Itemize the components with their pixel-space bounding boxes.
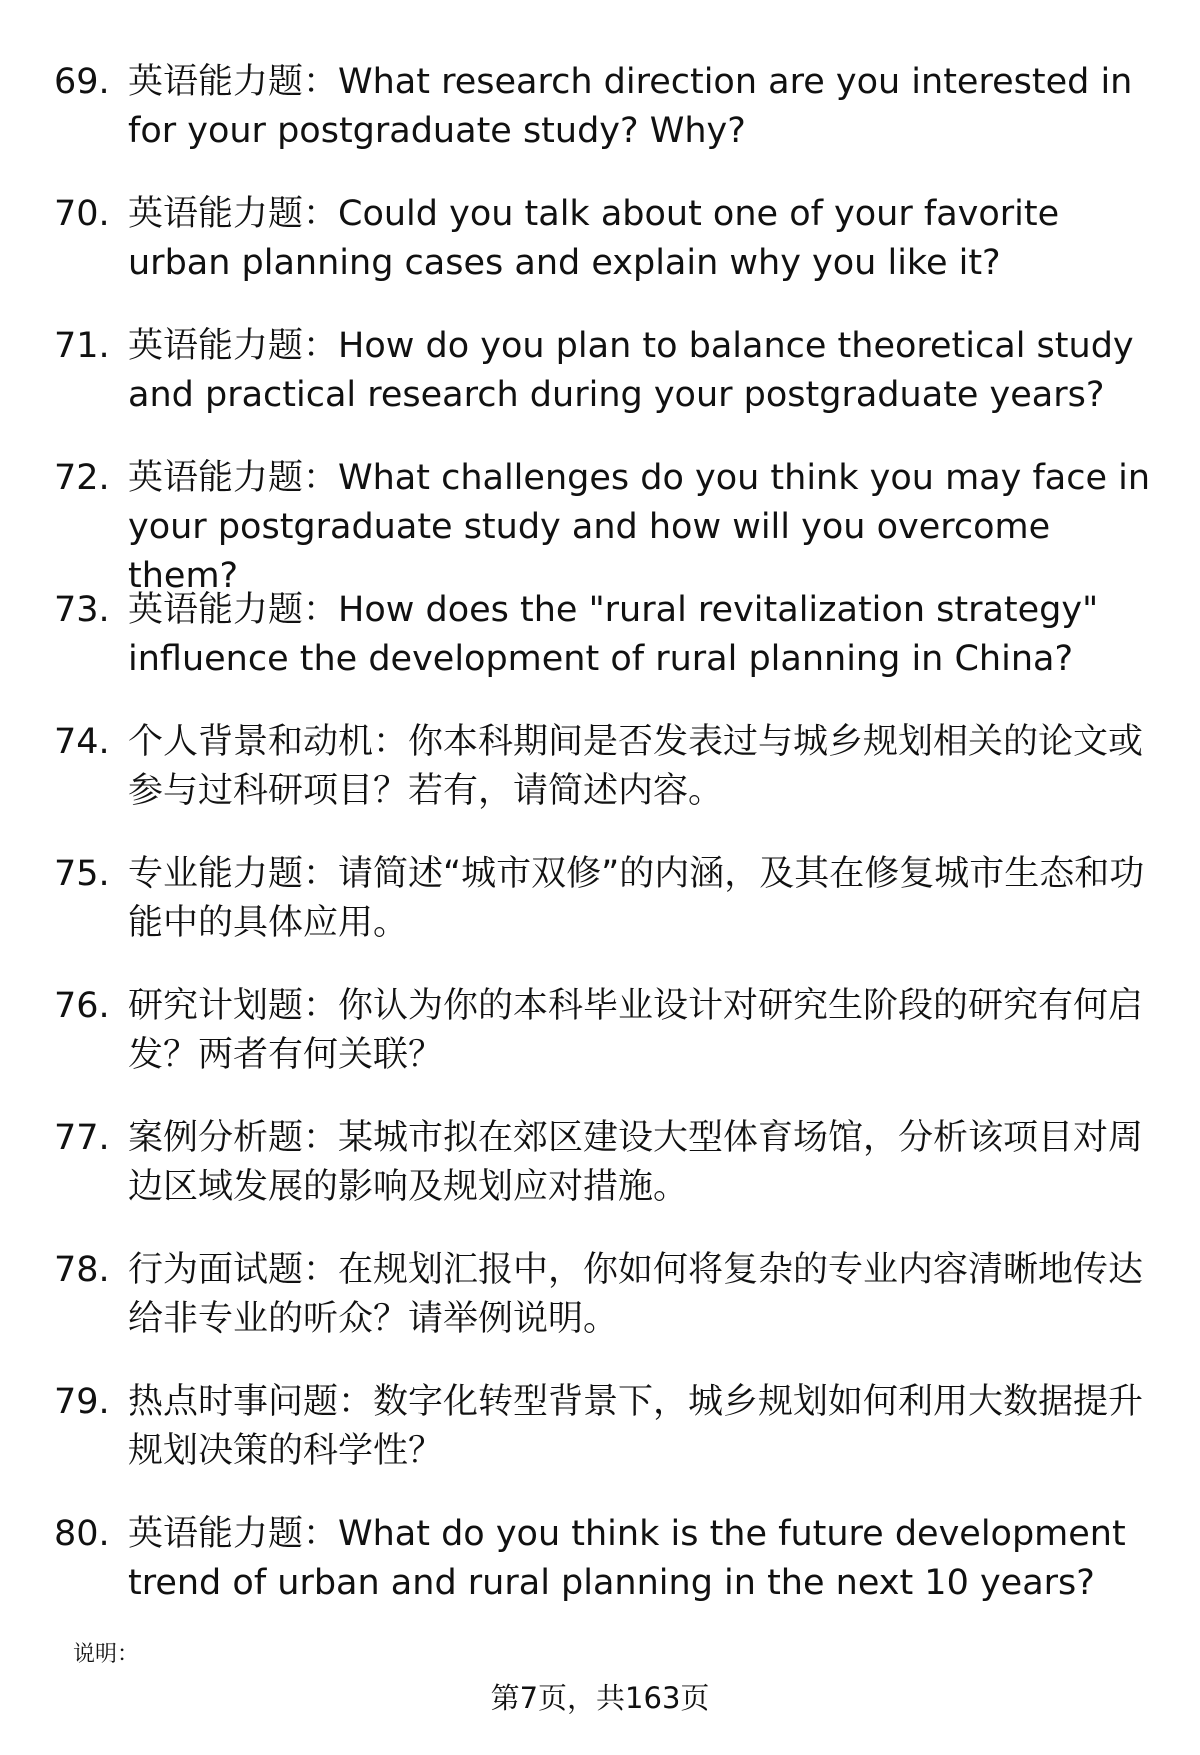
question-number: 70.	[54, 194, 110, 234]
question-text: 英语能力题：What challenges do you think you may face in your postgraduate study and how will you overcome them?	[128, 458, 1151, 596]
question-number: 79.	[54, 1382, 110, 1422]
question-item	[54, 1114, 1164, 1246]
question-number: 74.	[54, 722, 110, 762]
question-item	[54, 850, 1164, 982]
question-item	[54, 1246, 1164, 1378]
question-item	[54, 454, 1164, 596]
question-item	[54, 718, 1164, 850]
question-number: 71.	[54, 326, 110, 366]
question-text: 热点时事问题：数字化转型背景下，城乡规划如何利用大数据提升规划决策的科学性？	[128, 1382, 1144, 1471]
question-number: 78.	[54, 1250, 110, 1290]
question-text: 英语能力题：How do you plan to balance theoretical study and practical research during your postgraduate years?	[128, 326, 1134, 415]
question-text: 英语能力题：What research direction are you interested in for your postgraduate study? Why?	[128, 62, 1133, 151]
question-text: 英语能力题：How does the "rural revitalization strategy" influence the development of rural planning in China?	[128, 590, 1099, 679]
question-item	[54, 58, 1164, 190]
question-item	[54, 586, 1164, 718]
question-item	[54, 1378, 1164, 1510]
question-text: 英语能力题：What do you think is the future development trend of urban and rural planning in the next 10 years?	[128, 1514, 1126, 1603]
question-item	[54, 190, 1164, 322]
question-number: 76.	[54, 986, 110, 1026]
question-number: 75.	[54, 854, 110, 894]
question-number: 77.	[54, 1118, 110, 1158]
question-text: 个人背景和动机：你本科期间是否发表过与城乡规划相关的论文或参与过科研项目？若有，请简述内容。	[128, 722, 1144, 811]
note-label: 说明：	[73, 1642, 140, 1667]
question-text: 专业能力题：请简述“城市双修”的内涵，及其在修复城市生态和功能中的具体应用。	[128, 854, 1145, 943]
question-number: 73.	[54, 590, 110, 630]
question-number: 69.	[54, 62, 110, 102]
question-item	[54, 322, 1164, 454]
question-item	[54, 982, 1164, 1114]
question-number: 72.	[54, 458, 110, 498]
question-text: 研究计划题：你认为你的本科毕业设计对研究生阶段的研究有何启发？两者有何关联？	[128, 986, 1144, 1075]
page-footer: 第7页，共163页	[490, 1681, 710, 1715]
question-list	[54, 58, 1164, 1642]
question-item	[54, 1510, 1164, 1642]
question-text: 行为面试题：在规划汇报中，你如何将复杂的专业内容清晰地传达给非专业的听众？请举例说明。	[128, 1250, 1144, 1339]
question-text: 英语能力题：Could you talk about one of your favorite urban planning cases and explain why you like it?	[128, 194, 1060, 283]
question-number: 80.	[54, 1514, 110, 1554]
question-text: 案例分析题：某城市拟在郊区建设大型体育场馆，分析该项目对周边区域发展的影响及规划应对措施。	[128, 1118, 1144, 1207]
